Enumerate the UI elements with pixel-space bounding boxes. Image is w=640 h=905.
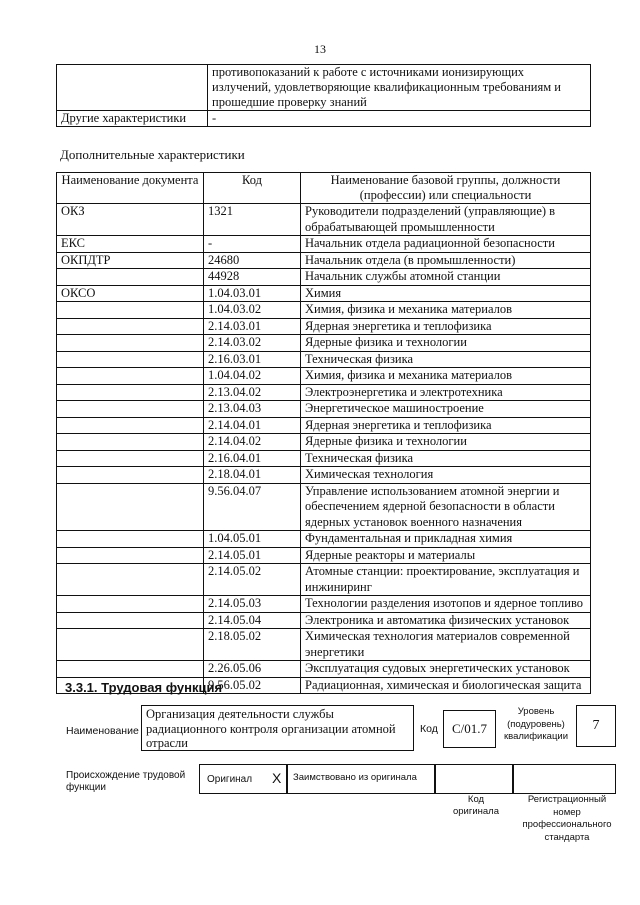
table-header-row <box>57 173 591 204</box>
name-cell: Техническая физика <box>301 450 591 467</box>
document-cell <box>57 335 204 352</box>
name-cell: Электроэнергетика и электротехника <box>301 384 591 401</box>
name-cell: Химическая технология материалов современной энергетики <box>301 629 591 661</box>
table-row <box>57 564 591 596</box>
function-code-value: С/01.7 <box>443 710 496 748</box>
name-label: Наименование <box>66 725 139 737</box>
table-row <box>57 269 591 286</box>
table-row <box>57 236 591 253</box>
header-document: Наименование документа <box>57 173 204 204</box>
document-cell <box>57 269 204 286</box>
code-cell: 2.14.04.01 <box>204 417 301 434</box>
name-cell: Атомные станции: проектирование, эксплуатация и инжиниринг <box>301 564 591 596</box>
document-cell <box>57 384 204 401</box>
section-title: 3.3.1. Трудовая функция <box>65 680 223 695</box>
table-row <box>57 417 591 434</box>
other-characteristics-label: Другие характеристики <box>57 111 208 127</box>
code-original-label: Код оригинала <box>452 794 499 817</box>
code-cell: 1.04.04.02 <box>204 368 301 385</box>
table-row <box>57 401 591 418</box>
code-cell: 2.18.04.01 <box>204 467 301 484</box>
code-cell: 1321 <box>204 204 301 236</box>
code-cell: 9.56.04.07 <box>204 483 301 531</box>
code-cell: 1.04.03.02 <box>204 302 301 319</box>
document-cell <box>57 434 204 451</box>
code-cell: 2.14.05.03 <box>204 596 301 613</box>
document-cell <box>57 612 204 629</box>
origin-label: Происхождение трудовой функции <box>66 770 186 793</box>
code-cell: 9.56.05.02 <box>204 677 301 694</box>
reg-number-box <box>513 764 616 794</box>
table-row <box>57 467 591 484</box>
table-row <box>57 285 591 302</box>
header-code: Код <box>204 173 301 204</box>
name-cell: Ядерные физика и технологии <box>301 434 591 451</box>
document-cell <box>57 596 204 613</box>
document-cell: ОКЗ <box>57 204 204 236</box>
name-cell: Электроника и автоматика физических установок <box>301 612 591 629</box>
name-cell: Химия <box>301 285 591 302</box>
table-row <box>57 318 591 335</box>
name-cell: Техническая физика <box>301 351 591 368</box>
code-cell: 2.13.04.03 <box>204 401 301 418</box>
table-row <box>57 65 591 111</box>
document-cell <box>57 318 204 335</box>
name-cell: Начальник отдела радиационной безопасности <box>301 236 591 253</box>
other-characteristics-value: - <box>208 111 591 127</box>
table-row <box>57 335 591 352</box>
document-cell <box>57 564 204 596</box>
header-name: Наименование базовой группы, должности (профессии) или специальности <box>301 173 591 204</box>
top-table <box>56 64 591 127</box>
document-cell <box>57 547 204 564</box>
code-cell: 2.16.03.01 <box>204 351 301 368</box>
code-cell: 2.14.05.04 <box>204 612 301 629</box>
code-cell: 2.14.03.02 <box>204 335 301 352</box>
code-cell: 2.14.05.01 <box>204 547 301 564</box>
code-cell: 2.14.05.02 <box>204 564 301 596</box>
name-cell: Ядерные реакторы и материалы <box>301 547 591 564</box>
document-cell <box>57 417 204 434</box>
name-cell: Ядерные физика и технологии <box>301 335 591 352</box>
table-row <box>57 111 591 127</box>
code-cell: 1.04.03.01 <box>204 285 301 302</box>
table-row <box>57 302 591 319</box>
name-cell: Фундаментальная и прикладная химия <box>301 531 591 548</box>
code-cell: 24680 <box>204 252 301 269</box>
top-table-empty-cell <box>57 65 208 111</box>
name-cell: Технологии разделения изотопов и ядерное топливо <box>301 596 591 613</box>
name-cell: Управление использованием атомной энергии и обеспечением ядерной безопасности в области ядерных установок военного назначения <box>301 483 591 531</box>
name-cell: Ядерная энергетика и теплофизика <box>301 417 591 434</box>
table-row <box>57 661 591 678</box>
name-cell: Химия, физика и механика материалов <box>301 368 591 385</box>
document-cell <box>57 629 204 661</box>
table-row <box>57 434 591 451</box>
table-row <box>57 204 591 236</box>
code-cell: 2.26.05.06 <box>204 661 301 678</box>
table-row <box>57 531 591 548</box>
document-cell: ЕКС <box>57 236 204 253</box>
table-row <box>57 351 591 368</box>
function-name-value: Организация деятельности службы радиационного контроля организации атомной отрасли <box>141 705 414 751</box>
table-row <box>57 368 591 385</box>
document-cell <box>57 467 204 484</box>
document-cell <box>57 450 204 467</box>
borrowed-label: Заимствовано из оригинала <box>293 772 417 783</box>
reg-number-label: Регистрационный номер профессионального стандарта <box>522 794 612 843</box>
document-cell: ОКСО <box>57 285 204 302</box>
code-cell: 2.18.05.02 <box>204 629 301 661</box>
document-cell: ОКПДТР <box>57 252 204 269</box>
top-table-text: противопоказаний к работе с источниками ионизирующих излучений, удовлетворяющие квалификационным требованиям и прошедшие проверку знаний <box>208 65 591 111</box>
document-cell <box>57 351 204 368</box>
code-label: Код <box>420 723 438 735</box>
table-row <box>57 596 591 613</box>
document-cell <box>57 531 204 548</box>
table-row <box>57 629 591 661</box>
table-row <box>57 252 591 269</box>
name-cell: Руководители подразделений (управляющие) в обрабатывающей промышленности <box>301 204 591 236</box>
document-cell <box>57 401 204 418</box>
table-row <box>57 612 591 629</box>
document-cell <box>57 302 204 319</box>
page-number: 13 <box>314 42 326 56</box>
name-cell: Химия, физика и механика материалов <box>301 302 591 319</box>
name-cell: Эксплуатация судовых энергетических установок <box>301 661 591 678</box>
original-mark: X <box>272 770 282 786</box>
name-cell: Химическая технология <box>301 467 591 484</box>
code-original-box <box>435 764 513 794</box>
document-cell <box>57 368 204 385</box>
code-cell: 2.16.04.01 <box>204 450 301 467</box>
characteristics-table <box>56 172 591 694</box>
code-cell: 2.14.04.02 <box>204 434 301 451</box>
document-cell <box>57 661 204 678</box>
original-label: Оригинал <box>207 774 253 785</box>
name-cell: Энергетическое машиностроение <box>301 401 591 418</box>
table-row <box>57 450 591 467</box>
code-cell: 2.14.03.01 <box>204 318 301 335</box>
level-value: 7 <box>576 705 616 747</box>
code-cell: 1.04.05.01 <box>204 531 301 548</box>
level-label: Уровень (подуровень) квалификации <box>503 706 569 742</box>
code-cell: 2.13.04.02 <box>204 384 301 401</box>
table-row <box>57 384 591 401</box>
name-cell: Начальник службы атомной станции <box>301 269 591 286</box>
name-cell: Радиационная, химическая и биологическая защита <box>301 677 591 694</box>
name-cell: Ядерная энергетика и теплофизика <box>301 318 591 335</box>
name-cell: Начальник отдела (в промышленности) <box>301 252 591 269</box>
table-row <box>57 483 591 531</box>
document-cell <box>57 483 204 531</box>
code-cell: 44928 <box>204 269 301 286</box>
code-cell: - <box>204 236 301 253</box>
additional-characteristics-title: Дополнительные характеристики <box>60 147 245 162</box>
table-row <box>57 547 591 564</box>
